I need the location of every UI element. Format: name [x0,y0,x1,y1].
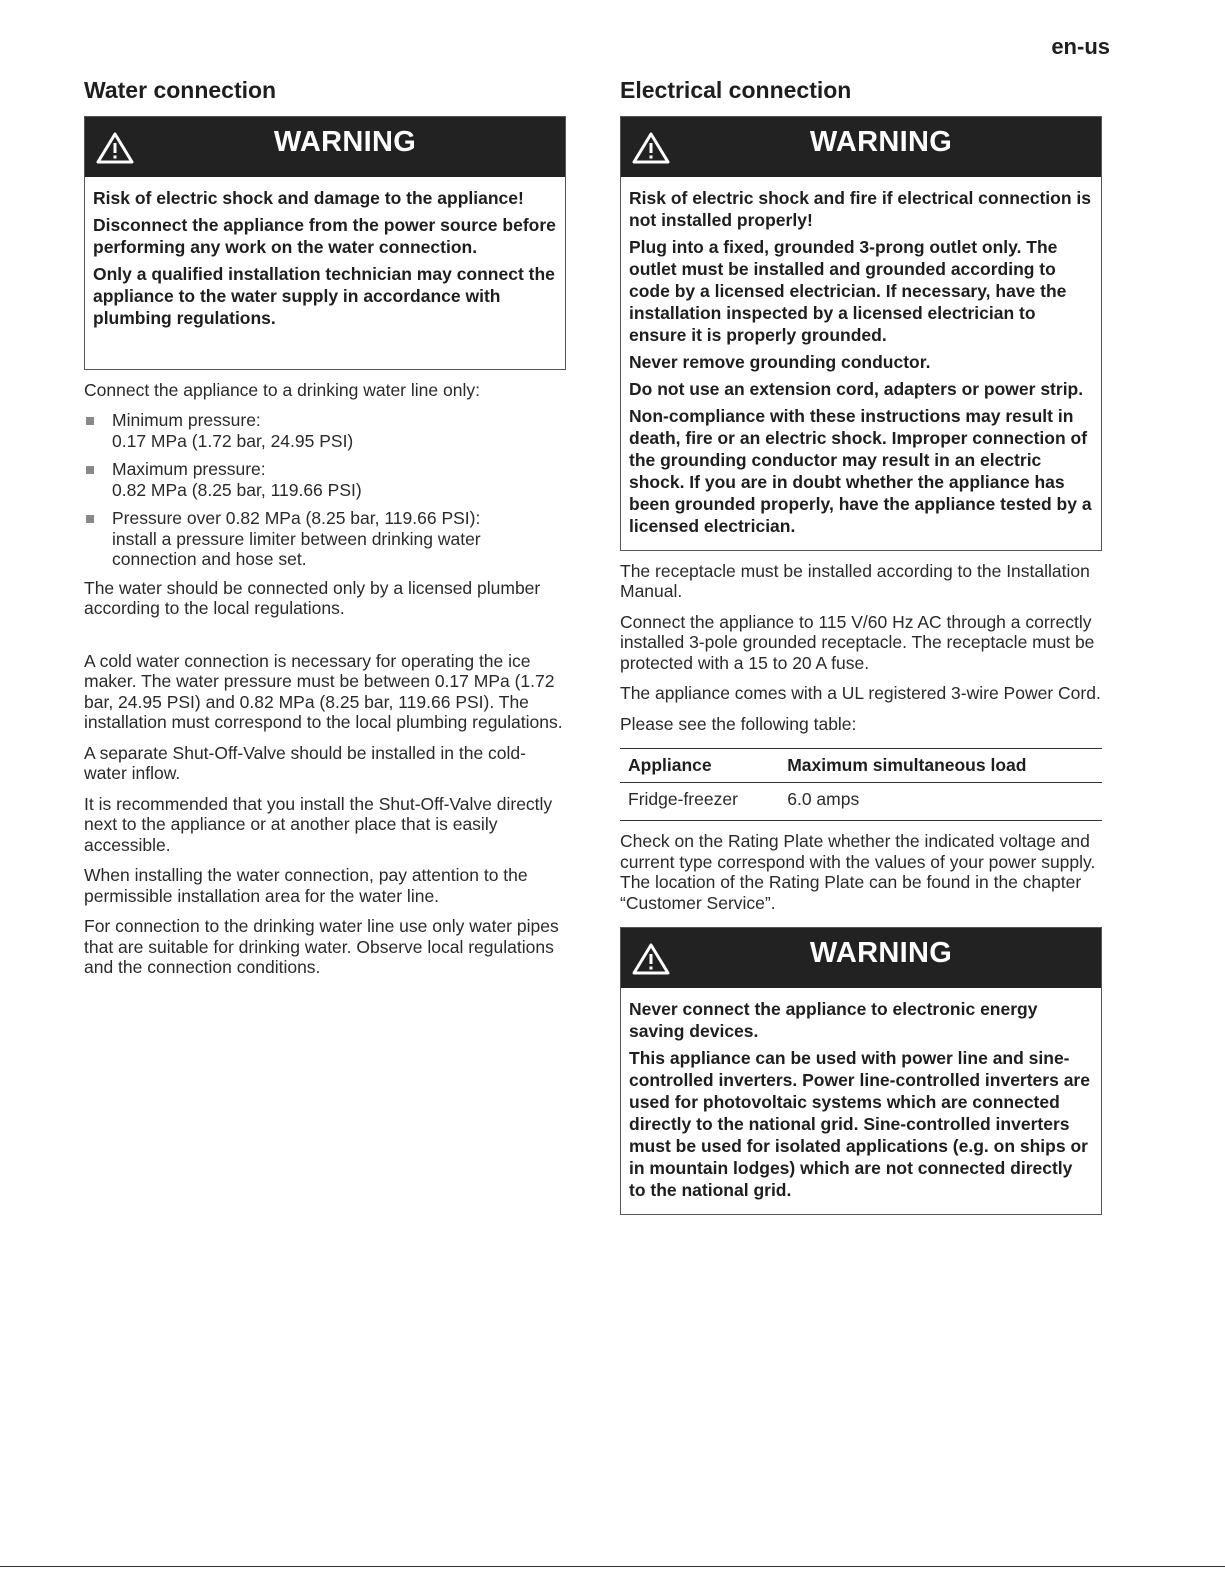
warning-text: Disconnect the appliance from the power source before performing any work on the water connection. [93,214,556,257]
list-item-value: 0.17 MPa (1.72 bar, 24.95 PSI) [112,430,354,451]
warning-box-water [84,116,566,370]
section-title-electrical: Electrical connection [620,77,852,103]
paragraph: A cold water connection is necessary for operating the ice maker. The water pressure must be between 0.17 MPa (1.72 bar, 24.95 PSI) and 0.82 MPa (8.25 bar, 119.66 PSI). The installation must correspond to the local plumbing regulations. [84,650,563,733]
warning-text: This appliance can be used with power line and sine-controlled inverters. Power line-controlled inverters are used for photovoltaic systems which are connected directly to the national grid. Sine-controlled inverters must be used for isolated applications (e.g. on ships or in mountain lodges) which are not connected directly to the national grid. [629,1048,1090,1201]
paragraph: Please see the following table: [620,713,857,734]
warning-heading: WARNING [809,125,953,158]
language-code: en-us [1051,34,1110,59]
electrical-connection-section [620,76,1102,1225]
list-item-label: Maximum pressure: [112,459,266,480]
warning-heading: WARNING [809,937,953,970]
paragraph: A separate Shut-Off-Valve should be installed in the cold-water inflow. [84,742,526,784]
table-header-appliance: Appliance [620,749,779,783]
paragraph: Connect the appliance to a drinking water line only: [84,379,480,400]
table-cell: 6.0 amps [779,783,1102,821]
warning-box-electrical [620,116,1102,551]
warning-heading: WARNING [273,125,417,158]
section-title-water: Water connection [84,77,277,103]
list-item [84,410,566,451]
warning-text: Plug into a fixed, grounded 3-prong outlet only. The outlet must be installed and grounded according to code by a licensed electrician. If necessary, have the installation inspected by a licensed electrician to ensure it is properly grounded. [629,236,1067,345]
warning-header [621,928,1101,988]
paragraph: Connect the appliance to 115 V/60 Hz AC through a correctly installed 3-pole grounded receptacle. The receptacle must be protected with a 15 to 20 A fuse. [620,611,1095,673]
paragraph: For connection to the drinking water line use only water pipes that are suitable for drinking water. Observe local regulations and the connection conditions. [84,916,559,978]
warning-text: Do not use an extension cord, adapters or power strip. [629,378,1084,399]
table-cell: Fridge-freezer [620,783,779,821]
warning-header [621,117,1101,177]
paragraph: Check on the Rating Plate whether the indicated voltage and current type correspond with the values of your power supply. The location of the Rating Plate can be found in the chapter “Customer Service”. [620,831,1096,913]
warning-text: Never remove grounding conductor. [629,351,931,372]
paragraph: The receptacle must be installed according to the Installation Manual. [620,560,1090,602]
table-header-load: Maximum simultaneous load [779,749,1102,783]
list-item-label: Minimum pressure: [112,410,261,431]
warning-body [621,988,1101,1214]
list-item-label: Pressure over 0.82 MPa (8.25 bar, 119.66 PSI): [112,508,481,529]
warning-body [85,177,565,369]
paragraph: When installing the water connection, pay attention to the permissible installation area for the water line. [84,865,528,906]
list-item-value: install a pressure limiter between drinking water connection and hose set. [112,528,481,570]
warning-box-energy-saving [620,927,1102,1215]
paragraph: It is recommended that you install the Shut-Off-Valve directly next to the appliance or at another place that is easily accessible. [84,793,553,855]
table-header-row [620,749,1102,783]
list-item [84,508,566,570]
paragraph: The water should be connected only by a licensed plumber according to the local regulations. [84,577,541,619]
pressure-list [84,410,566,570]
warning-text: Risk of electric shock and damage to the appliance! [93,187,524,208]
warning-text: Only a qualified installation technician may connect the appliance to the water supply in accordance with plumbing regulations. [93,263,555,328]
warning-header [85,117,565,177]
bottom-divider [0,1566,1225,1567]
list-item-value: 0.82 MPa (8.25 bar, 119.66 PSI) [112,479,362,500]
warning-body [621,177,1101,550]
list-item [84,459,566,500]
warning-text: Never connect the appliance to electronic energy saving devices. [629,999,1038,1042]
table-row [620,783,1102,821]
warning-text: Non-compliance with these instructions may result in death, fire or an electric shock. Improper connection of the grounding conductor may result in an electric shock. If you are in doubt whether the appliance has been grounded properly, have the appliance tested by a licensed electrician. [629,405,1092,536]
water-connection-section [84,76,566,988]
load-table [620,748,1102,821]
paragraph: The appliance comes with a UL registered 3-wire Power Cord. [620,683,1101,704]
warning-text: Risk of electric shock and fire if electrical connection is not installed properly! [629,187,1091,230]
